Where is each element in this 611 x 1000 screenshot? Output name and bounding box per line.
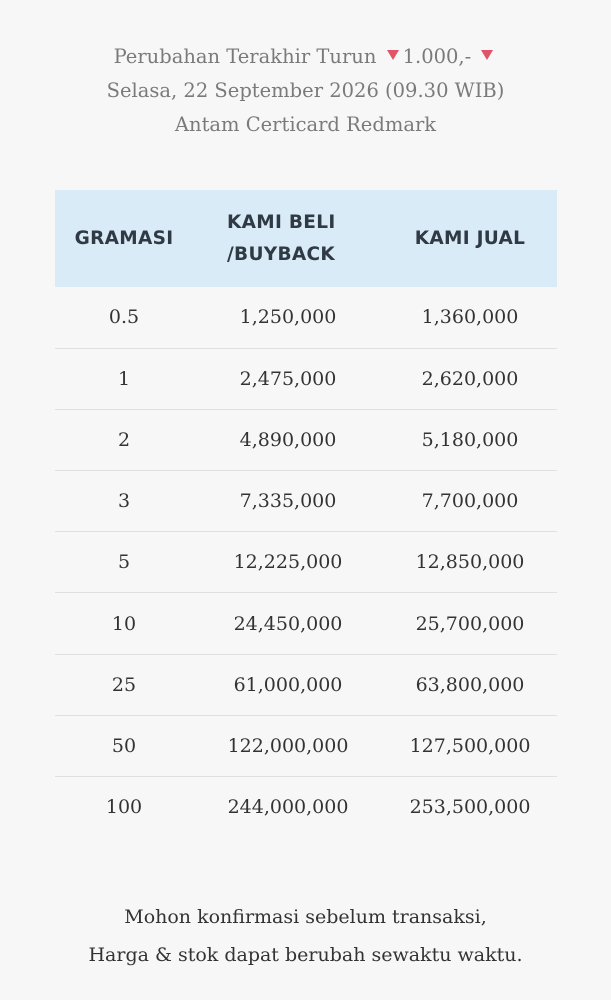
- table-row: [55, 593, 557, 654]
- price-table: [55, 190, 557, 838]
- table-row: [55, 287, 557, 348]
- cell-gramasi: 0.5: [108, 306, 140, 329]
- cell-gramasi: 5: [117, 551, 131, 574]
- triangle-down-icon: [387, 50, 399, 60]
- cell-buyback-price: 12,225,000: [233, 551, 343, 574]
- table-row: [55, 532, 557, 593]
- triangle-down-icon: [481, 50, 493, 60]
- price-table-header-row: [55, 190, 557, 287]
- table-row: [55, 409, 557, 470]
- cell-gramasi: 100: [105, 796, 143, 819]
- cell-sell-price: 2,620,000: [421, 367, 519, 390]
- cell-sell-price: 253,500,000: [409, 796, 531, 819]
- column-header-jual: KAMI JUAL: [414, 227, 526, 249]
- product-name: Antam Certicard Redmark: [174, 113, 437, 136]
- cell-buyback-price: 2,475,000: [239, 367, 337, 390]
- cell-buyback-price: 61,000,000: [233, 673, 343, 696]
- cell-sell-price: 25,700,000: [415, 612, 525, 635]
- column-header-buyback-line1: KAMI BELI: [227, 211, 336, 233]
- column-header-gramasi: GRAMASI: [74, 227, 174, 249]
- table-row: [55, 654, 557, 715]
- cell-gramasi: 1: [117, 367, 131, 390]
- price-update-date: Selasa, 22 September 2026 (09.30 WIB): [106, 79, 505, 102]
- disclaimer-line1: Mohon konfirmasi sebelum transaksi,: [124, 906, 487, 928]
- cell-buyback-price: 4,890,000: [239, 428, 337, 451]
- cell-buyback-price: 244,000,000: [227, 796, 349, 819]
- price-change-label: Perubahan Terakhir Turun: [113, 45, 377, 68]
- cell-buyback-price: 24,450,000: [233, 612, 343, 635]
- table-row: [55, 715, 557, 776]
- cell-sell-price: 63,800,000: [415, 673, 525, 696]
- column-header-buyback: [193, 190, 383, 287]
- price-change-line: [0, 40, 611, 74]
- cell-gramasi: 2: [117, 428, 131, 451]
- cell-gramasi: 25: [111, 673, 137, 696]
- table-row: [55, 348, 557, 409]
- disclaimer-line2: Harga & stok dapat berubah sewaktu waktu.: [88, 944, 523, 966]
- disclaimer: [0, 898, 611, 974]
- cell-sell-price: 5,180,000: [421, 428, 519, 451]
- cell-gramasi: 3: [117, 490, 131, 513]
- cell-sell-price: 7,700,000: [421, 490, 519, 513]
- cell-buyback-price: 122,000,000: [227, 734, 349, 757]
- cell-gramasi: 50: [111, 734, 137, 757]
- cell-sell-price: 1,360,000: [421, 306, 519, 329]
- cell-sell-price: 127,500,000: [409, 734, 531, 757]
- cell-gramasi: 10: [111, 612, 137, 635]
- column-header-buyback-line2: /BUYBACK: [227, 243, 336, 265]
- cell-sell-price: 12,850,000: [415, 551, 525, 574]
- table-row: [55, 777, 557, 838]
- table-row: [55, 471, 557, 532]
- cell-buyback-price: 1,250,000: [239, 306, 337, 329]
- cell-buyback-price: 7,335,000: [239, 490, 337, 513]
- price-change-header: [0, 40, 611, 142]
- price-change-amount: 1.000,-: [402, 45, 472, 68]
